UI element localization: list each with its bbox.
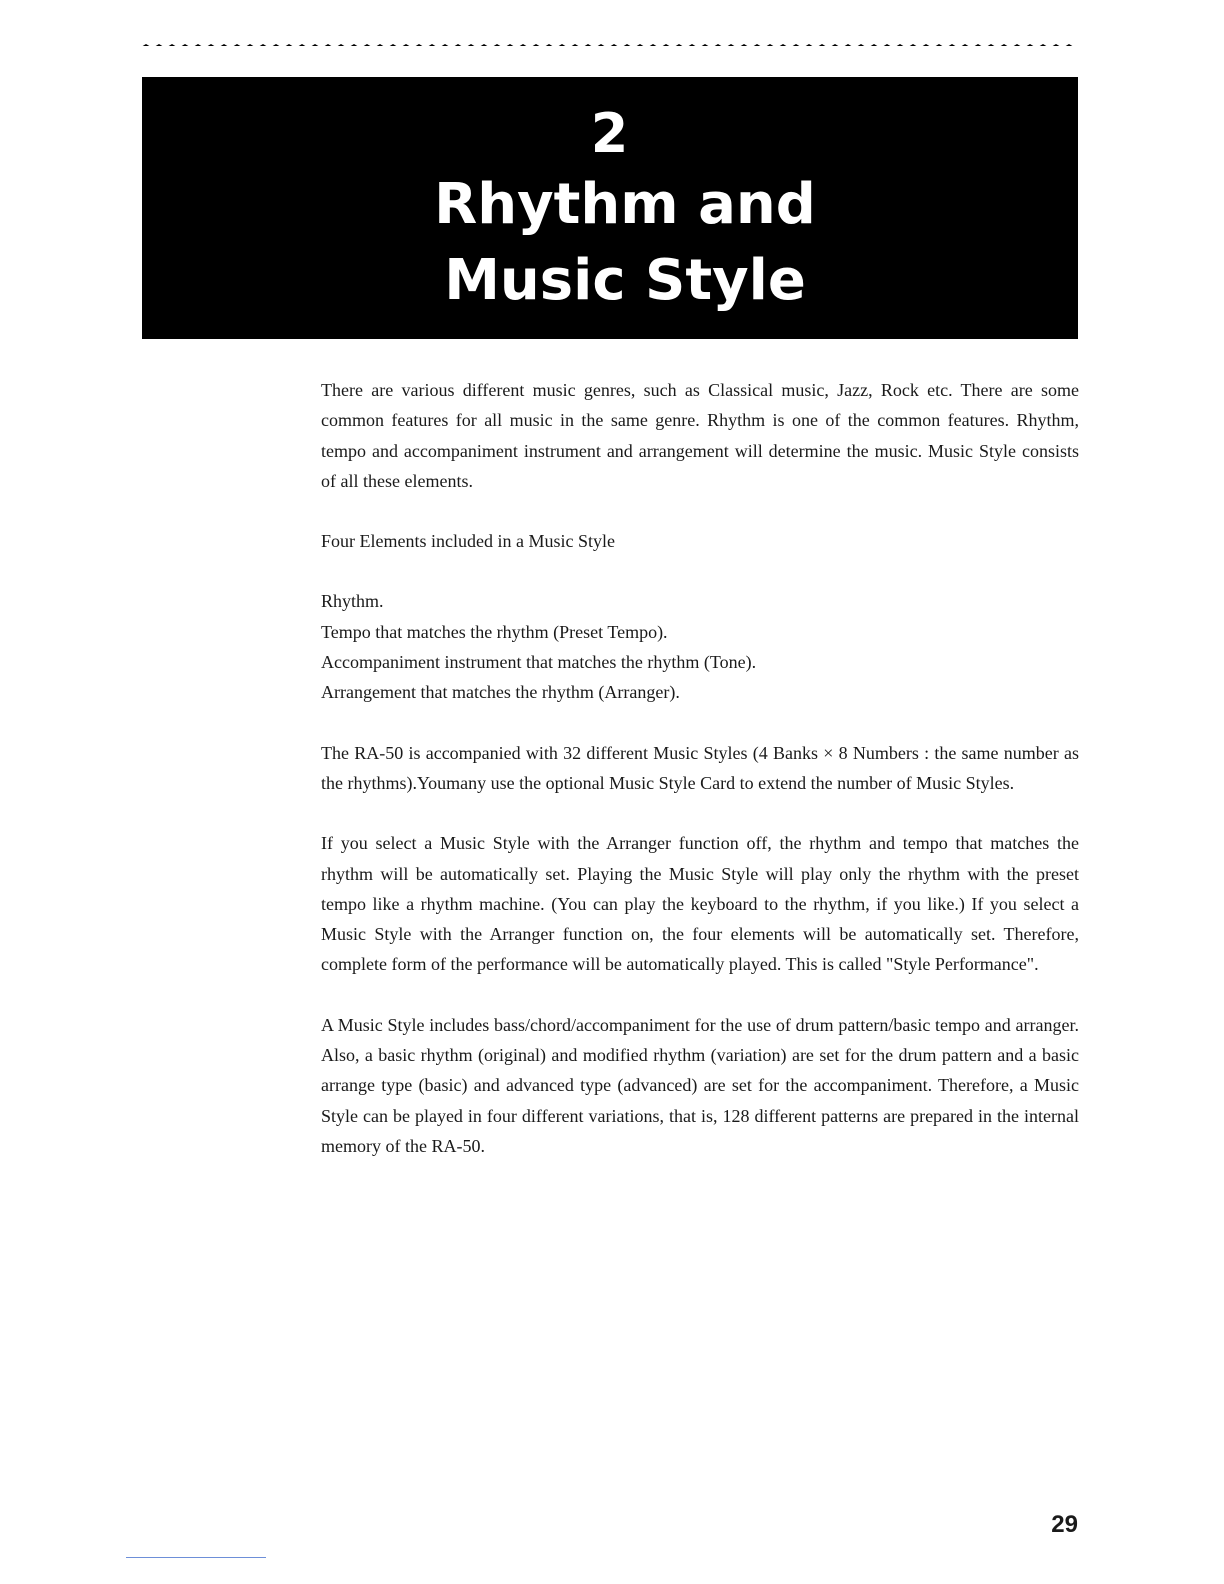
diamond-ornament	[583, 44, 593, 46]
diamond-ornament	[310, 44, 320, 46]
diamond-ornament	[856, 44, 866, 46]
diamond-ornament	[284, 44, 294, 46]
diamond-ornament	[375, 44, 385, 46]
diamond-ornament	[531, 44, 541, 46]
diamond-ornament	[206, 44, 216, 46]
diamond-ornament	[154, 44, 164, 46]
diamond-ornament	[674, 44, 684, 46]
diamond-ornament	[934, 44, 944, 46]
diamond-ornament	[960, 44, 970, 46]
diamond-ornament	[752, 44, 762, 46]
diamond-ornament	[895, 44, 905, 46]
diamond-ornament	[830, 44, 840, 46]
diamond-ornament	[193, 44, 203, 46]
page-number: 29	[1051, 1511, 1078, 1538]
element-item-rhythm: Rhythm.	[321, 591, 384, 612]
diamond-ornament	[947, 44, 957, 46]
diamond-ornament	[869, 44, 879, 46]
diamond-ornament	[453, 44, 463, 46]
diamond-ornament	[414, 44, 424, 46]
elements-list	[321, 586, 1079, 707]
diamond-ornament	[245, 44, 255, 46]
diamond-ornament	[518, 44, 528, 46]
diamond-ornament	[609, 44, 619, 46]
diamond-ornament	[713, 44, 723, 46]
diamond-ornament	[180, 44, 190, 46]
diamond-ornament	[1012, 44, 1022, 46]
diamond-ornament	[739, 44, 749, 46]
diamond-ornament	[297, 44, 307, 46]
diamond-ornament	[544, 44, 554, 46]
elements-heading: Four Elements included in a Music Style	[321, 531, 615, 552]
diamond-chain-ornament	[142, 43, 1078, 46]
diamond-ornament	[973, 44, 983, 46]
diamond-ornament	[882, 44, 892, 46]
diamond-ornament	[1038, 44, 1048, 46]
diamond-ornament	[440, 44, 450, 46]
chapter-title-banner	[142, 77, 1078, 339]
intro-paragraph: There are various different music genres, such as Classical music, Jazz, Rock etc. There are some common features for all music in the same genre. Rhythm is one of the common features. Rhythm, tempo and accompaniment instrument and arrangement will determine the music. Music Style consists of all these elements.	[321, 380, 1079, 491]
music-styles-paragraph: The RA-50 is accompanied with 32 different Music Styles (4 Banks × 8 Numbers : the same number as the rhythms).Youmany use the optional Music Style Card to extend the number of Music Styles.	[321, 742, 1079, 793]
diamond-ornament	[479, 44, 489, 46]
diamond-ornament	[570, 44, 580, 46]
diamond-ornament	[466, 44, 476, 46]
diamond-ornament	[362, 44, 372, 46]
diamond-ornament	[349, 44, 359, 46]
diamond-ornament	[505, 44, 515, 46]
diamond-ornament	[167, 44, 177, 46]
diamond-ornament	[323, 44, 333, 46]
diamond-ornament	[661, 44, 671, 46]
diamond-ornament	[687, 44, 697, 46]
diamond-ornament	[557, 44, 567, 46]
body-text	[321, 375, 1079, 1161]
diamond-ornament	[999, 44, 1009, 46]
diamond-ornament	[700, 44, 710, 46]
diamond-ornament	[336, 44, 346, 46]
arranger-paragraph: If you select a Music Style with the Arranger function off, the rhythm and tempo that matches the rhythm will be automatically set. Playing the Music Style will play only the rhythm with the preset tempo like a rhythm machine. (You can play the keyboard to the rhythm, if you like.) If you select a Music Style with the Arranger function on, the four elements will be automatically set. Therefore, complete form of the performance will be automatically played. This is called "Style Performance".	[321, 833, 1079, 975]
chapter-title-line-2: Music Style	[444, 248, 806, 313]
diamond-ornament	[648, 44, 658, 46]
diamond-ornament	[765, 44, 775, 46]
diamond-ornament	[622, 44, 632, 46]
diamond-ornament	[778, 44, 788, 46]
chapter-number: 2	[590, 102, 630, 165]
diamond-ornament	[804, 44, 814, 46]
diamond-ornament	[1025, 44, 1035, 46]
diamond-ornament	[388, 44, 398, 46]
decorative-top-border	[142, 38, 1078, 46]
diamond-ornament	[271, 44, 281, 46]
diamond-ornament	[921, 44, 931, 46]
footer-rule	[126, 1557, 266, 1558]
chapter-title-line-1: Rhythm and	[434, 172, 816, 237]
variations-paragraph: A Music Style includes bass/chord/accompaniment for the use of drum pattern/basic tempo and arranger. Also, a basic rhythm (original) and modified rhythm (variation) are set for the drum pattern and a basic arrange type (basic) and advanced type (advanced) are set for the accompaniment. Therefore, a Music Style can be played in four different variations, that is, 128 different patterns are prepared in the internal memory of the RA-50.	[321, 1014, 1079, 1156]
diamond-ornament	[817, 44, 827, 46]
element-item-tempo: Tempo that matches the rhythm (Preset Tempo).	[321, 621, 668, 642]
diamond-ornament	[427, 44, 437, 46]
element-item-arranger: Arrangement that matches the rhythm (Arranger).	[321, 682, 680, 703]
diamond-ornament	[492, 44, 502, 46]
diamond-ornament	[791, 44, 801, 46]
diamond-ornament	[986, 44, 996, 46]
diamond-ornament	[142, 44, 151, 46]
diamond-ornament	[596, 44, 606, 46]
diamond-ornament	[1051, 44, 1061, 46]
diamond-ornament	[843, 44, 853, 46]
diamond-ornament	[401, 44, 411, 46]
diamond-ornament	[726, 44, 736, 46]
diamond-ornament	[635, 44, 645, 46]
diamond-ornament	[1064, 44, 1074, 46]
diamond-ornament	[232, 44, 242, 46]
diamond-ornament	[219, 44, 229, 46]
element-item-tone: Accompaniment instrument that matches the rhythm (Tone).	[321, 652, 757, 673]
diamond-ornament	[908, 44, 918, 46]
diamond-ornament	[258, 44, 268, 46]
